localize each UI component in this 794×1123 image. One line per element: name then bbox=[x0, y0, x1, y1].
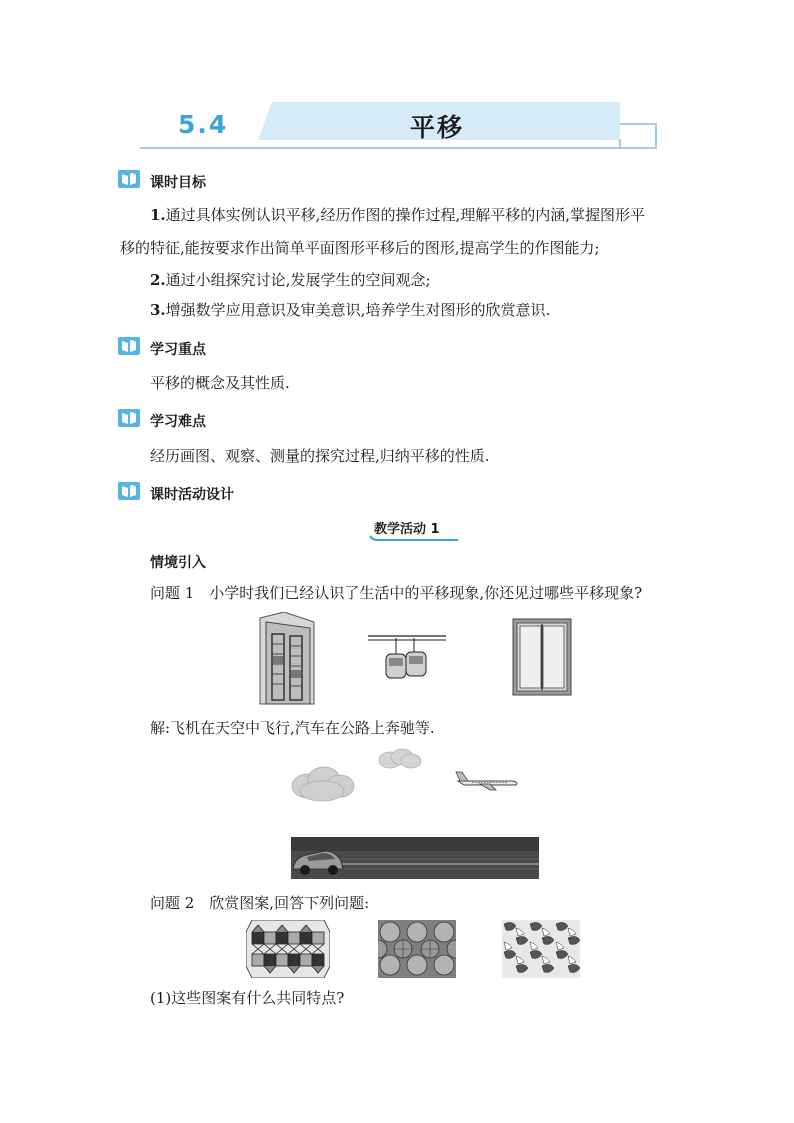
answer-text: 解:飞机在天空中飞行,汽车在公路上奔驰等. bbox=[150, 719, 435, 737]
activity-title: 教学活动 1 bbox=[374, 522, 440, 537]
item-number: 3. bbox=[150, 301, 166, 319]
cloud-image bbox=[378, 748, 422, 770]
book-icon bbox=[118, 482, 140, 500]
difficulties-text: 经历画图、观察、测量的探究过程,归纳平移的性质. bbox=[150, 447, 490, 465]
cable-car-image bbox=[368, 628, 446, 684]
circle-pattern-image bbox=[378, 920, 456, 978]
key-points-heading: 学习重点 bbox=[150, 342, 206, 358]
book-icon bbox=[118, 170, 140, 188]
section-number: 5.4 bbox=[178, 110, 229, 139]
bird-pattern-image bbox=[502, 920, 580, 978]
book-icon bbox=[118, 337, 140, 355]
cloud-image bbox=[290, 764, 356, 802]
objective-item-3 bbox=[150, 300, 550, 320]
item-text: 通过具体实例认识平移,经历作图的操作过程,理解平移的内涵,掌握图形平 bbox=[165, 206, 645, 224]
question-2: 问题 2 欣赏图案,回答下列问题: bbox=[150, 894, 370, 912]
item-text: 增强数学应用意识及审美意识,培养学生对图形的欣赏意识. bbox=[165, 301, 551, 319]
objectives-heading: 课时目标 bbox=[150, 175, 206, 191]
objective-item-2 bbox=[150, 270, 431, 290]
item-text: 通过小组探究讨论,发展学生的空间观念; bbox=[165, 271, 431, 289]
item-number: 1. bbox=[150, 206, 166, 224]
activity-title-underline bbox=[368, 534, 460, 542]
item-number: 2. bbox=[150, 271, 166, 289]
page-title: 平移 bbox=[410, 113, 465, 142]
objective-item-1-cont: 移的特征,能按要求作出简单平面图形平移后的图形,提高学生的作图能力; bbox=[120, 239, 600, 257]
intro-label: 情境引入 bbox=[150, 555, 206, 571]
sub-question-1: (1)这些图案有什么共同特点? bbox=[150, 989, 345, 1007]
sliding-window-image bbox=[512, 618, 572, 696]
key-points-text: 平移的概念及其性质. bbox=[150, 374, 290, 392]
elevator-tower-image bbox=[254, 612, 318, 706]
airplane-image bbox=[454, 770, 520, 792]
hexagon-pattern-image bbox=[246, 920, 330, 978]
objective-item-1 bbox=[150, 205, 645, 225]
question-1: 问题 1 小学时我们已经认识了生活中的平移现象,你还见过哪些平移现象? bbox=[150, 584, 643, 602]
design-heading: 课时活动设计 bbox=[150, 487, 234, 503]
difficulties-heading: 学习难点 bbox=[150, 414, 206, 430]
road-car-image bbox=[291, 837, 539, 879]
book-icon bbox=[118, 409, 140, 427]
